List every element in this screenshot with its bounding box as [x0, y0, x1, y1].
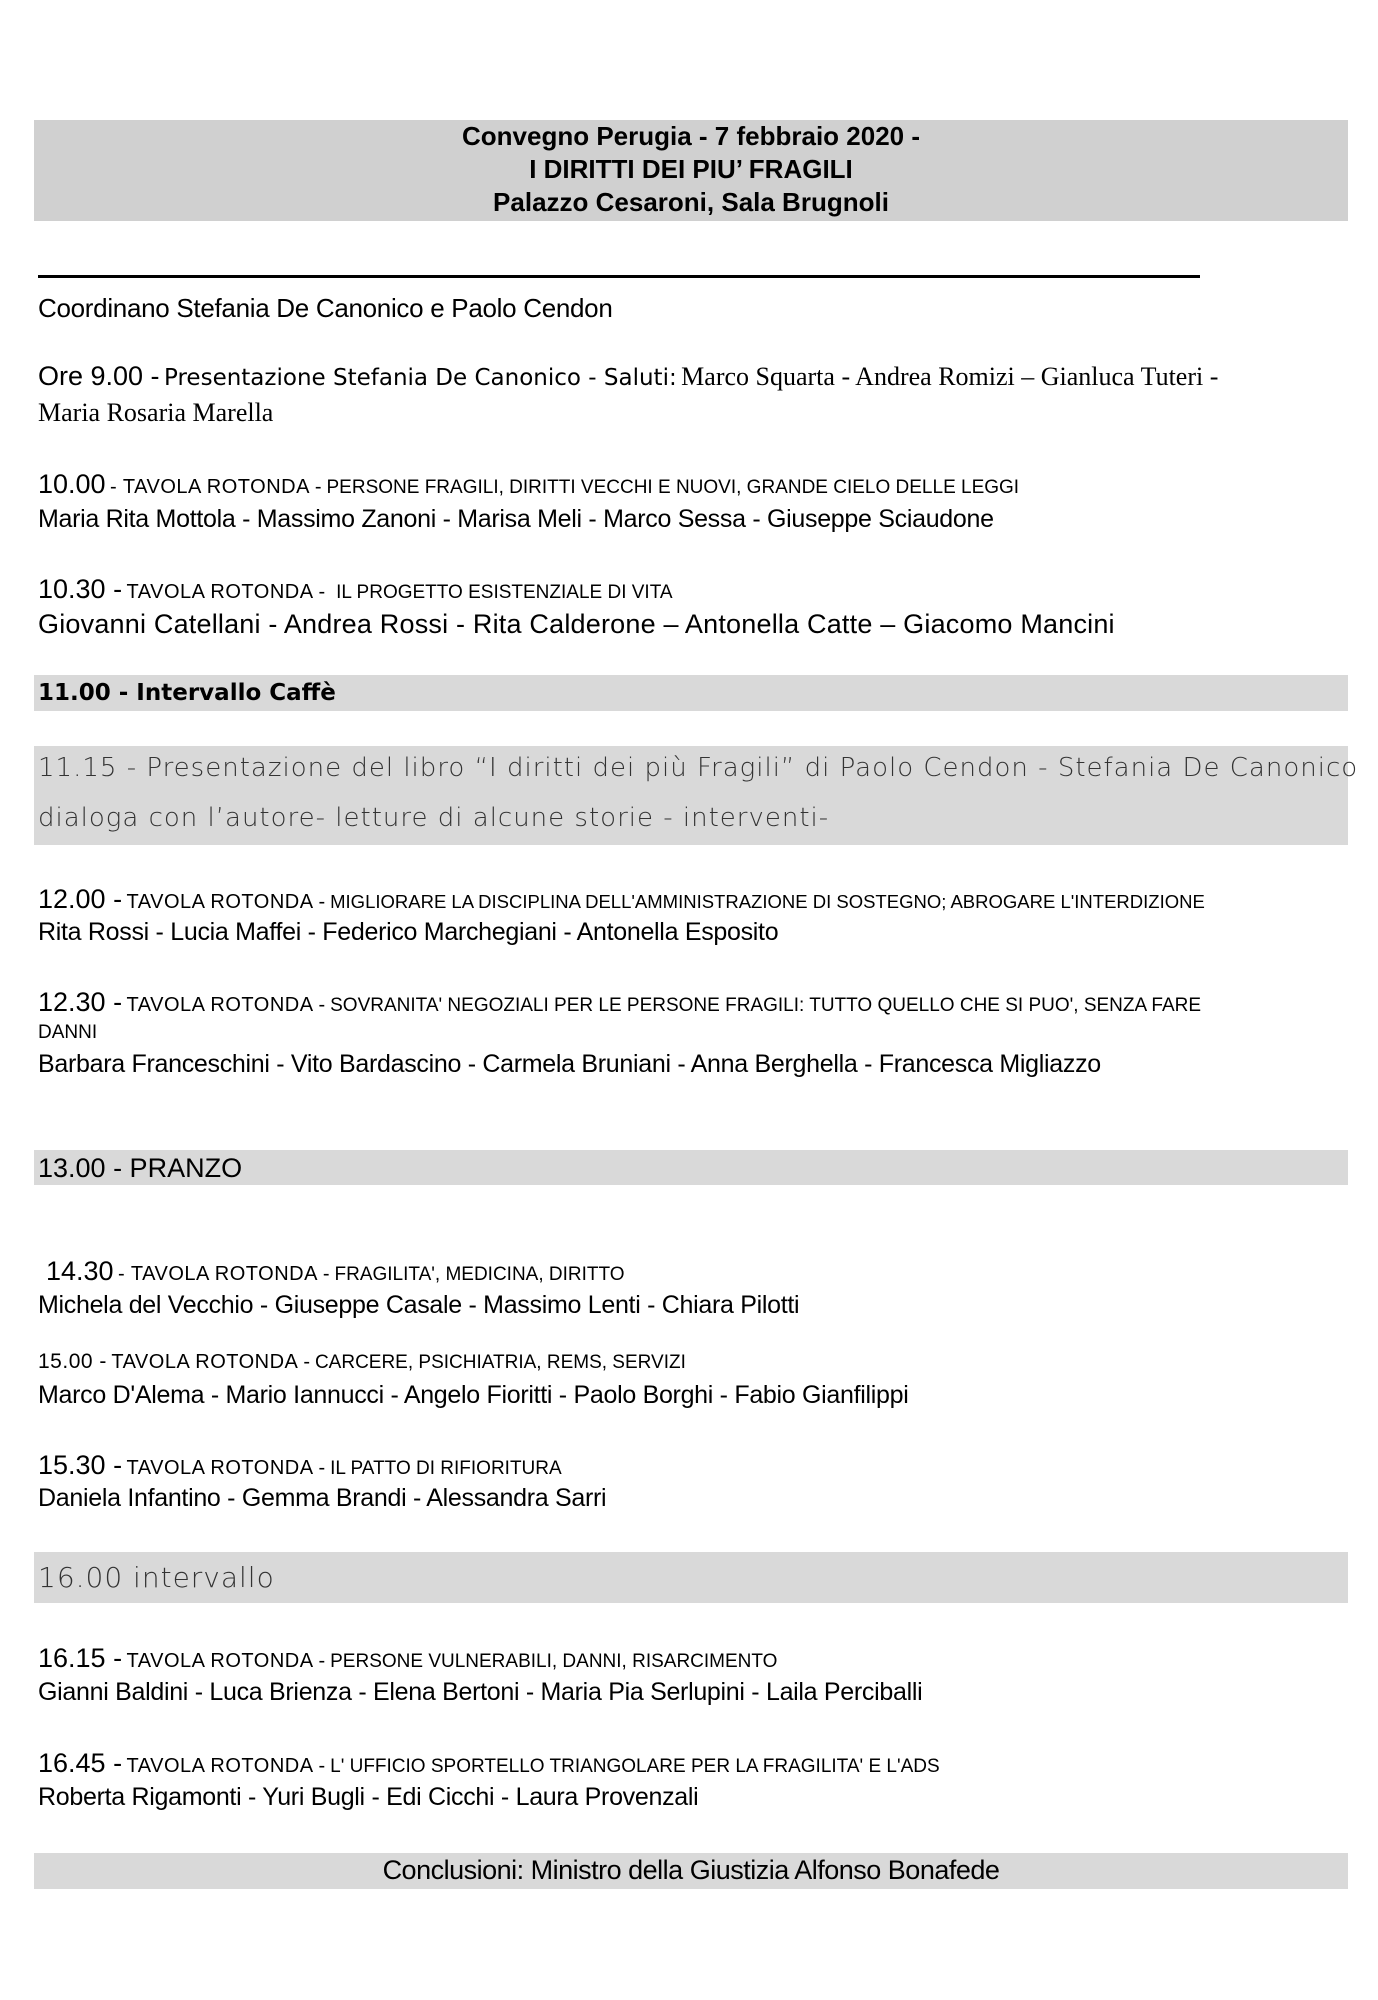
- session-label: TAVOLA ROTONDA -: [126, 581, 326, 603]
- session-time: 12.30 -: [38, 987, 123, 1017]
- session-1430-names: Michela del Vecchio - Giuseppe Casale - Massimo Lenti - Chiara Pilotti: [38, 1291, 800, 1319]
- session-1500-names: Marco D'Alema - Mario Iannucci - Angelo Fioritti - Paolo Borghi - Fabio Gianfilippi: [38, 1381, 909, 1409]
- session-label: TAVOLA ROTONDA -: [126, 1457, 326, 1479]
- session-1615: [38, 1643, 777, 1674]
- session-1430: [46, 1256, 625, 1287]
- session-label: TAVOLA ROTONDA -: [111, 1351, 311, 1373]
- afternoon-break: 16.00 intervallo: [38, 1561, 275, 1594]
- session-time: 15.30 -: [38, 1450, 123, 1480]
- document-header: [34, 120, 1348, 221]
- lunch: 13.00 - PRANZO: [38, 1153, 243, 1183]
- session-label: - TAVOLA ROTONDA -: [118, 1263, 331, 1285]
- separator-rule: [38, 275, 1200, 278]
- session-topic: L' UFFICIO SPORTELLO TRIANGOLARE PER LA FRAGILITA' E L'ADS: [330, 1756, 940, 1777]
- session-time: 10.00: [38, 469, 106, 499]
- session-1000: [38, 469, 1019, 500]
- session-1230-names: Barbara Franceschini - Vito Bardascino - Carmela Bruniani - Anna Berghella - Francesca Migliazzo: [38, 1050, 1101, 1078]
- opening-text: Presentazione Stefania De Canonico - Saluti:: [164, 365, 677, 391]
- session-1530-names: Daniela Infantino - Gemma Brandi - Alessandra Sarri: [38, 1484, 607, 1512]
- session-1000-names: Maria Rita Mottola - Massimo Zanoni - Marisa Meli - Marco Sessa - Giuseppe Sciaudone: [38, 505, 994, 533]
- session-1200: [38, 884, 1205, 915]
- session-time: 12.00 -: [38, 884, 123, 914]
- session-time: 16.45 -: [38, 1748, 123, 1778]
- session-topic: PERSONE FRAGILI, DIRITTI VECCHI E NUOVI, GRANDE CIELO DELLE LEGGI: [326, 477, 1020, 498]
- session-time: 16.15 -: [38, 1643, 123, 1673]
- session-topic: FRAGILITA', MEDICINA, DIRITTO: [334, 1264, 625, 1285]
- session-label: TAVOLA ROTONDA -: [126, 891, 326, 913]
- session-label: - TAVOLA ROTONDA -: [110, 476, 323, 498]
- opening-time: Ore 9.00 -: [38, 361, 160, 391]
- book-presentation-line2: dialoga con l’autore- letture di alcune storie - interventi-: [38, 803, 830, 833]
- session-1230: [38, 987, 1201, 1018]
- book-presentation-line1: 11.15 - Presentazione del libro “I diritti dei più Fragili” di Paolo Cendon - Stefania De Canonico: [38, 753, 1359, 783]
- session-1645-names: Roberta Rigamonti - Yuri Bugli - Edi Cicchi - Laura Provenzali: [38, 1783, 699, 1811]
- session-topic: CARCERE, PSICHIATRIA, REMS, SERVIZI: [314, 1352, 686, 1373]
- header-title: Convegno Perugia - 7 febbraio 2020 -: [462, 121, 920, 151]
- opening-session: [38, 361, 1218, 392]
- session-1645: [38, 1748, 940, 1779]
- coffee-break: 11.00 - Intervallo Caffè: [38, 680, 336, 706]
- session-1615-names: Gianni Baldini - Luca Brienza - Elena Bertoni - Maria Pia Serlupini - Laila Perciballi: [38, 1678, 923, 1706]
- session-label: TAVOLA ROTONDA -: [126, 1650, 326, 1672]
- session-label: TAVOLA ROTONDA -: [126, 994, 326, 1016]
- session-topic: IL PATTO DI RIFIORITURA: [330, 1458, 562, 1479]
- session-1030-names: Giovanni Catellani - Andrea Rossi - Rita Calderone – Antonella Catte – Giacomo Mancini: [38, 609, 1115, 639]
- session-1200-names: Rita Rossi - Lucia Maffei - Federico Marchegiani - Antonella Esposito: [38, 918, 779, 946]
- session-time: 15.00 -: [38, 1350, 107, 1373]
- opening-names: Marco Squarta - Andrea Romizi – Gianluca Tuteri -: [681, 362, 1219, 391]
- session-1030: [38, 574, 673, 605]
- header-subtitle: I DIRITTI DEI PIU’ FRAGILI: [529, 154, 853, 184]
- opening-names-cont: Maria Rosaria Marella: [38, 398, 274, 427]
- conclusion: Conclusioni: Ministro della Giustizia Alfonso Bonafede: [382, 1855, 1000, 1885]
- session-topic: SOVRANITA' NEGOZIALI PER LE PERSONE FRAGILI: TUTTO QUELLO CHE SI PUO', SENZA FARE: [330, 995, 1202, 1016]
- header-venue: Palazzo Cesaroni, Sala Brugnoli: [493, 187, 889, 217]
- session-topic: PERSONE VULNERABILI, DANNI, RISARCIMENTO: [330, 1651, 778, 1672]
- session-1530: [38, 1450, 562, 1481]
- session-time: 14.30: [46, 1256, 114, 1286]
- session-topic: IL PROGETTO ESISTENZIALE DI VITA: [336, 582, 673, 603]
- session-label: TAVOLA ROTONDA -: [126, 1755, 326, 1777]
- coordination-line: Coordinano Stefania De Canonico e Paolo Cendon: [38, 293, 613, 323]
- session-1500: [38, 1350, 686, 1374]
- session-1230-topic-cont: DANNI: [38, 1022, 98, 1043]
- session-topic: MIGLIORARE LA DISCIPLINA DELL'AMMINISTRAZIONE DI SOSTEGNO; ABROGARE L'INTERDIZIONE: [330, 891, 1205, 912]
- session-time: 10.30 -: [38, 574, 123, 604]
